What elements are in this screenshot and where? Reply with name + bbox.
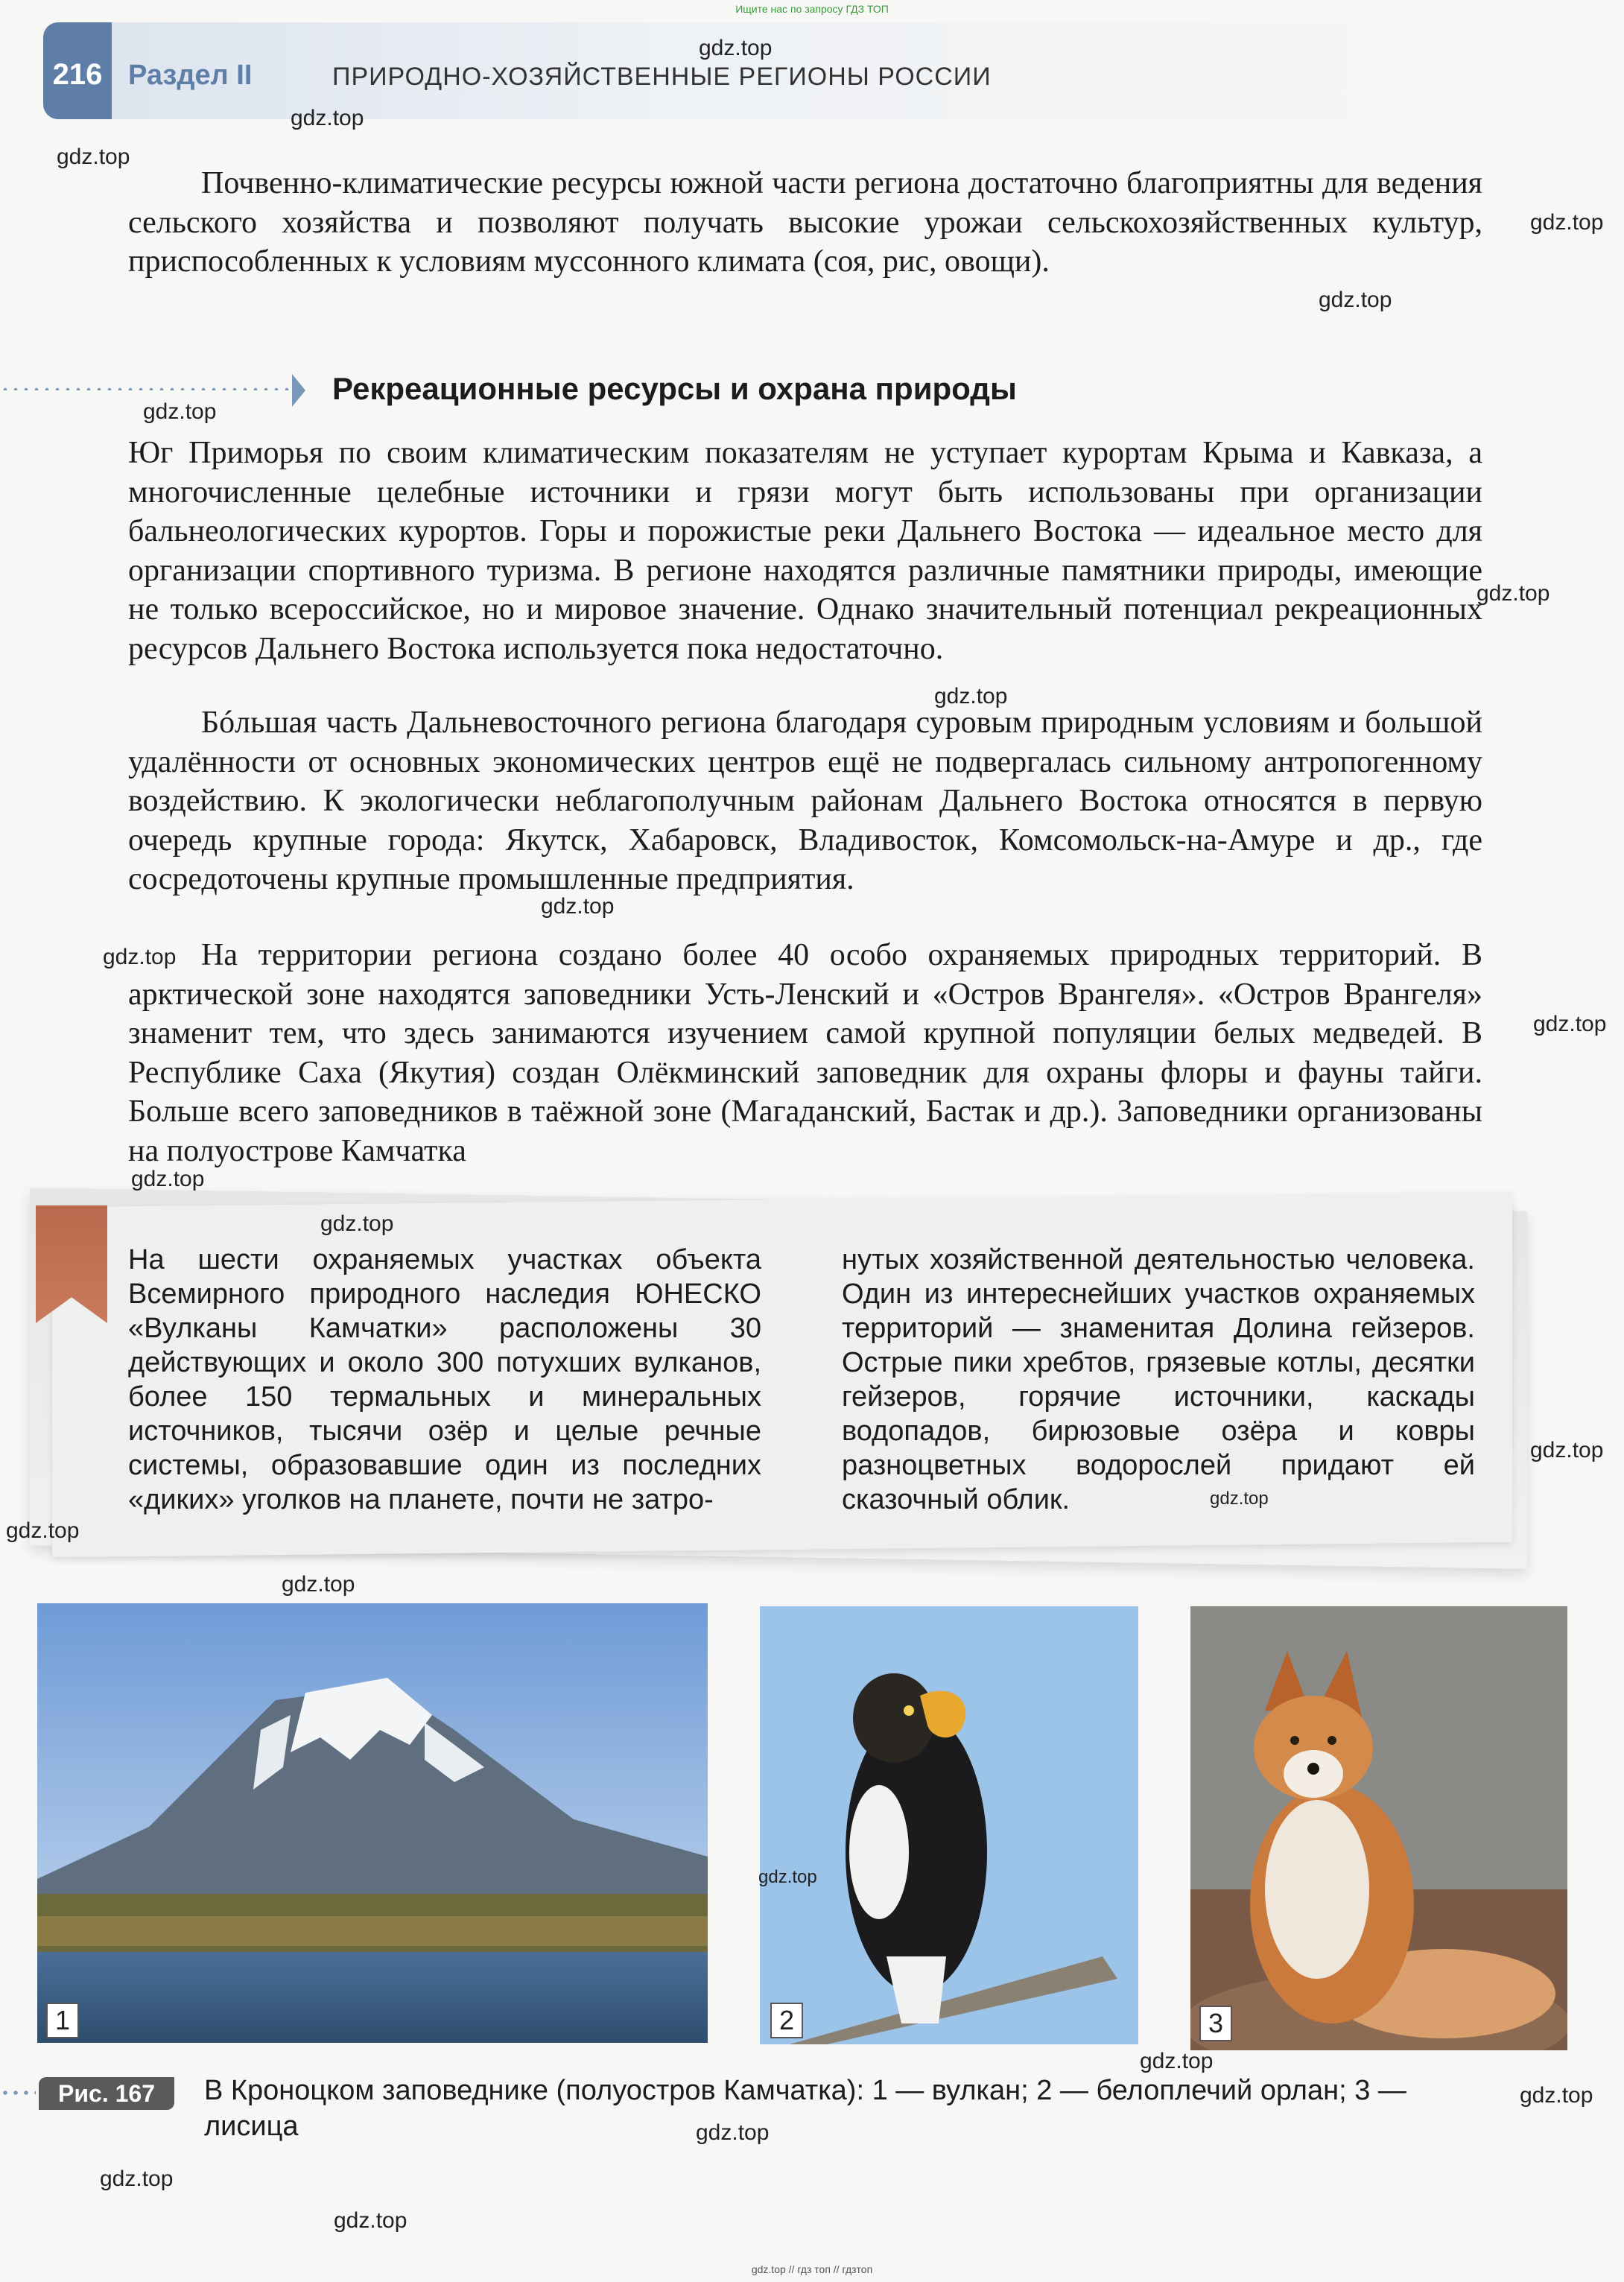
watermark: gdz.top <box>334 2208 407 2233</box>
photo-number-1: 1 <box>46 2003 79 2038</box>
photo-volcano <box>37 1603 708 2043</box>
watermark: gdz.top <box>131 1167 205 1191</box>
figure-badge: Рис. 167 <box>39 2077 174 2110</box>
paragraph-recreation: Юг Приморья по своим климатическим показателям не уступает курортам Крыма и Кавказа, а многочисленные целебные источники и грязи могут быть использованы при организации бальнеологических курортов. Горы и порожистые реки Дальнего Востока — идеальное место для организации спортивного туризма. В регионе находятся различные памятники природы, имеющие не только всероссийское, но и мировое значение. Однако значительный потенциал рекреационных ресурсов Дальнего Востока используется пока недостаточно. <box>128 436 1482 666</box>
watermark: gdz.top <box>934 684 1008 709</box>
section-label: Раздел II <box>128 60 253 91</box>
watermark: gdz.top <box>696 2120 770 2145</box>
paragraph-ecology: Бóльшая часть Дальневосточного региона благодаря суровым природным условиям и большой удалённости от основных экономических центров ещё не подвергалась сильному антропогенному воздействию. К экологически неблагополучным районам Дальнего Востока относятся в первую очередь крупные города: Якутск, Хабаровск, Владивосток, Комсомольск-на-Амуре и др., где сосредоточены крупные промышленные предприятия. <box>128 706 1482 896</box>
section-title: ПРИРОДНО-ХОЗЯЙСТВЕННЫЕ РЕГИОНЫ РОССИИ <box>332 63 992 91</box>
watermark: gdz.top <box>1476 581 1550 606</box>
top-note: Ищите нас по запросу ГДЗ ТОП <box>735 3 889 15</box>
paragraph-reserves: На территории региона создано более 40 особо охраняемых природных территорий. В арктической зоне находятся заповедники Усть-Ленский и «Остров Врангеля». «Остров Врангеля» знаменит тем, что здесь занимаются изучением самой крупной популяции белых медведей. В Республике Саха (Якутия) создан Олёкминский заповедник для охраны флоры и фауны тайги. Больше всего заповедников в таёжной зоне (Магаданский, Бастак и др.). Заповедники организованы на полуострове Камчатка <box>128 938 1482 1168</box>
watermark: gdz.top <box>1530 210 1604 235</box>
watermark: gdz.top <box>758 1867 817 1887</box>
volcano-image <box>37 1603 708 2043</box>
watermark: gdz.top <box>291 106 364 130</box>
dotted-rule <box>0 387 291 390</box>
watermark: gdz.top <box>57 145 130 169</box>
figure-caption: В Кроноцком заповеднике (полуостров Камчатка): 1 — вулкан; 2 — белоплечий орлан; 3 — лисица <box>204 2075 1406 2142</box>
subheading-recreation: Рекреационные ресурсы и охрана природы <box>332 371 1017 406</box>
eagle-image <box>760 1606 1138 2044</box>
photo-number-3: 3 <box>1199 2006 1232 2041</box>
watermark: gdz.top <box>6 1518 80 1543</box>
watermark: gdz.top <box>1533 1012 1607 1036</box>
watermark: gdz.top <box>541 894 615 919</box>
watermark: gdz.top <box>1210 1489 1269 1509</box>
watermark: gdz.top <box>282 1572 355 1597</box>
infobox-column-2: нутых хозяйственной деятельностью человека. Один из интереснейших участков охраняемых территорий — знаменитая Долина гейзеров. Острые пики хребтов, грязевые котлы, десятки гейзеров, горячие источники, каскады водопадов, бирюзовые озёра и ковры разноцветных водорослей придают ей сказочный облик. <box>842 1244 1475 1515</box>
photo-eagle <box>760 1606 1138 2044</box>
photo-fox <box>1190 1606 1567 2050</box>
arrow-marker-icon <box>292 374 305 407</box>
watermark: gdz.top <box>1319 288 1392 312</box>
bottom-note: gdz.top // гдз топ // гдзтоп <box>751 2263 873 2275</box>
watermark: gdz.top <box>1520 2083 1593 2108</box>
photo-number-2: 2 <box>770 2003 803 2038</box>
watermark: gdz.top <box>1530 1438 1604 1462</box>
paragraph-soil-resources: Почвенно-климатические ресурсы южной части региона достаточно благоприятны для ведения сельского хозяйства и позволяют получать высокие урожаи сельскохозяйственных культур, приспособленных к условиям муссонного климата (соя, рис, овощи). <box>128 166 1482 279</box>
watermark: gdz.top <box>699 36 773 60</box>
watermark: gdz.top <box>320 1211 394 1236</box>
infobox-column-1: На шести охраняемых участках объекта Всемирного природного наследия ЮНЕСКО «Вулканы Камчатки» расположены 30 действующих и около 300 потухших вулканов, более 150 термальных и минеральных источников, тысячи озёр и целые речные системы, образовавшие один из последних «диких» уголков на планете, почти не затро- <box>128 1244 761 1515</box>
page-number: 216 <box>43 22 112 119</box>
figure-dots <box>0 2091 36 2095</box>
watermark: gdz.top <box>103 945 177 969</box>
watermark: gdz.top <box>100 2167 174 2191</box>
watermark: gdz.top <box>1140 2049 1214 2073</box>
watermark: gdz.top <box>143 399 217 424</box>
fox-image <box>1190 1606 1567 2050</box>
